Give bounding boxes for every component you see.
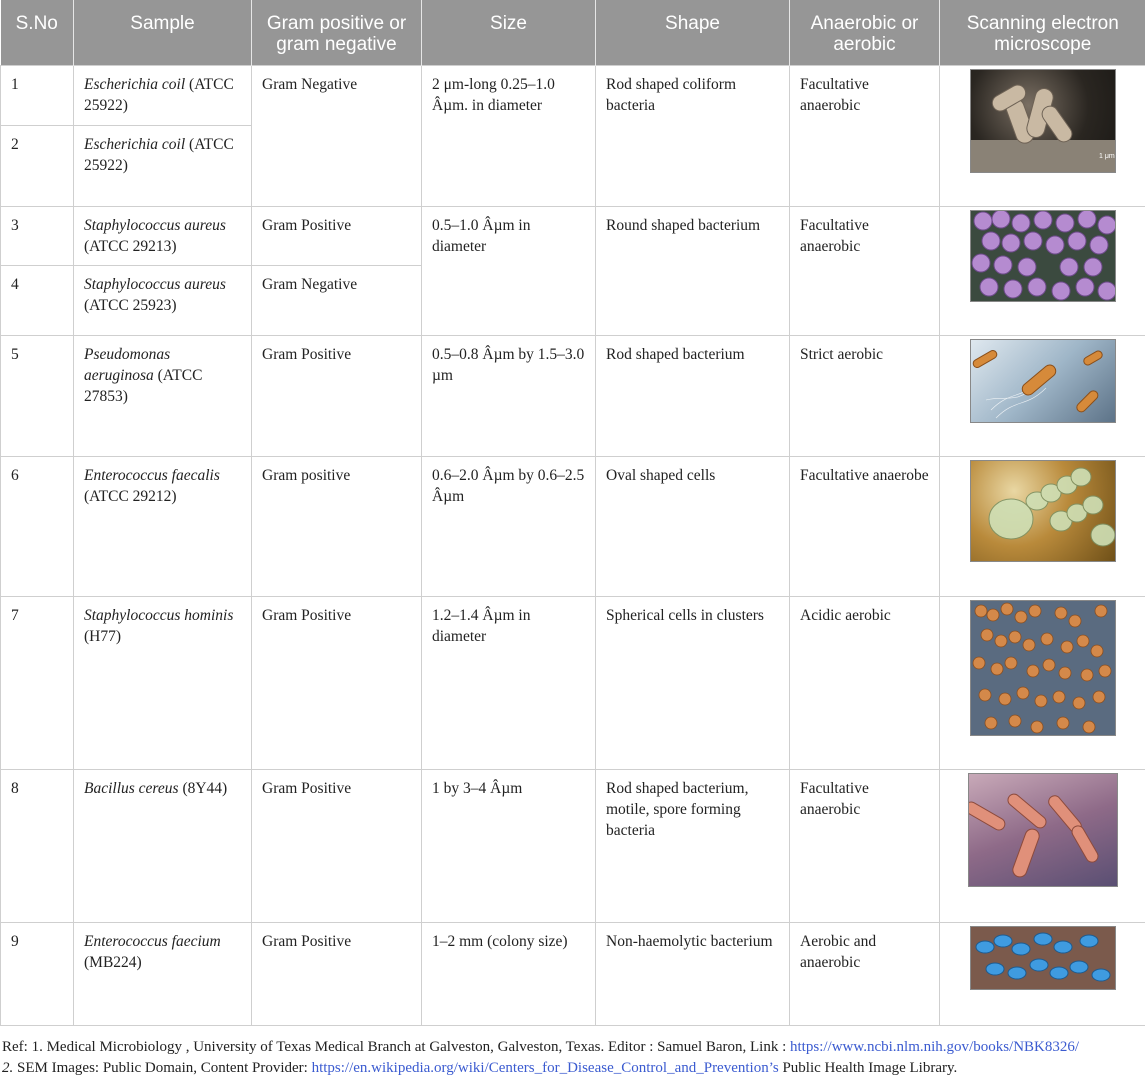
header-row	[1, 0, 1145, 66]
gram-cell: Gram Positive	[252, 770, 422, 923]
header-sample: Sample	[74, 0, 252, 66]
gram-cell: Gram Positive	[252, 207, 422, 266]
sample-species: Escherichia coil	[84, 136, 185, 153]
reference-2-suffix: Public Health Image Library.	[779, 1060, 958, 1076]
sample-species: Enterococcus faecium	[84, 933, 221, 950]
e-coli-sem-image	[970, 69, 1116, 173]
sample-strain: (H77)	[84, 628, 121, 645]
sample-species: Pseudomonas aeruginosa	[84, 346, 170, 384]
reference-2-text: SEM Images: Public Domain, Content Provider:	[13, 1060, 311, 1076]
sample-species: Escherichia coil	[84, 76, 185, 93]
enterococcus-faecium-sem-image	[970, 926, 1116, 990]
sample-cell	[74, 923, 252, 1026]
row-number: 5	[1, 336, 74, 457]
row-number: 7	[1, 597, 74, 770]
row-number: 3	[1, 207, 74, 266]
header-sno: S.No	[1, 0, 74, 66]
sample-species: Staphylococcus aureus	[84, 276, 226, 293]
sem-cell	[940, 597, 1145, 770]
size-cell: 1 by 3–4 Âµm	[422, 770, 596, 923]
header-sem: Scanning electron microscope	[940, 0, 1145, 66]
sample-strain: (MB224)	[84, 954, 142, 971]
shape-cell: Rod shaped bacterium	[596, 336, 790, 457]
shape-cell: Rod shaped coliform bacteria	[596, 66, 790, 207]
sample-cell	[74, 457, 252, 597]
sample-cell	[74, 66, 252, 126]
sem-scale-label: 1 μm	[1099, 153, 1115, 160]
gram-cell: Gram Positive	[252, 923, 422, 1026]
sem-cell	[940, 770, 1145, 923]
table-row	[1, 457, 1145, 597]
staph-aureus-sem-graphic	[971, 211, 1115, 301]
size-cell: 1.2–1.4 Âµm in diameter	[422, 597, 596, 770]
reference-1-text: Ref: 1. Medical Microbiology , University of Texas Medical Branch at Galveston, Galveston, Texas. Editor : Samuel Baron, Link :	[2, 1039, 790, 1055]
gram-cell: Gram Positive	[252, 336, 422, 457]
oxygen-cell: Strict aerobic	[790, 336, 940, 457]
row-number: 8	[1, 770, 74, 923]
row-number: 9	[1, 923, 74, 1026]
reference-1-link[interactable]: https://www.ncbi.nlm.nih.gov/books/NBK8326/	[790, 1039, 1079, 1055]
table-row	[1, 207, 1145, 266]
oxygen-cell: Facultative anaerobic	[790, 770, 940, 923]
oxygen-cell: Facultative anaerobic	[790, 207, 940, 336]
sample-species: Bacillus cereus	[84, 780, 179, 797]
size-cell: 0.6–2.0 Âµm by 0.6–2.5 Âµm	[422, 457, 596, 597]
sample-cell	[74, 207, 252, 266]
bacillus-cereus-sem-image	[968, 773, 1118, 887]
reference-2-link[interactable]: https://en.wikipedia.org/wiki/Centers_for_Disease_Control_and_Prevention’s	[312, 1060, 779, 1076]
sample-species: Staphylococcus aureus	[84, 217, 226, 234]
row-number: 2	[1, 126, 74, 207]
sample-strain: (ATCC 25922)	[84, 136, 234, 174]
size-cell: 1–2 mm (colony size)	[422, 923, 596, 1026]
reference-1	[2, 1037, 1142, 1058]
size-cell: 0.5–0.8 Âµm by 1.5–3.0 µm	[422, 336, 596, 457]
header-oxygen: Anaerobic or aerobic	[790, 0, 940, 66]
shape-cell: Round shaped bacterium	[596, 207, 790, 336]
row-number: 1	[1, 66, 74, 126]
sample-strain: (ATCC 29213)	[84, 238, 177, 255]
staph-hominis-sem-image	[970, 600, 1116, 736]
table-row	[1, 66, 1145, 126]
row-number: 6	[1, 457, 74, 597]
sem-cell	[940, 66, 1145, 207]
gram-cell: Gram Positive	[252, 597, 422, 770]
enterococcus-faecalis-sem-graphic	[971, 461, 1115, 561]
staph-aureus-sem-image	[970, 210, 1116, 302]
sample-strain: (ATCC 29212)	[84, 488, 177, 505]
oxygen-cell: Facultative anaerobic	[790, 66, 940, 207]
sample-strain: (ATCC 25922)	[84, 76, 234, 114]
shape-cell: Rod shaped bacterium, motile, spore forming bacteria	[596, 770, 790, 923]
table-row	[1, 597, 1145, 770]
gram-cell: Gram Negative	[252, 266, 422, 336]
sample-cell	[74, 126, 252, 207]
sample-cell	[74, 336, 252, 457]
header-size: Size	[422, 0, 596, 66]
table-row	[1, 770, 1145, 923]
table-row	[1, 923, 1145, 1026]
staph-hominis-sem-graphic	[971, 601, 1115, 735]
sem-cell	[940, 336, 1145, 457]
sample-species: Enterococcus faecalis	[84, 467, 220, 484]
sem-cell	[940, 207, 1145, 336]
enterococcus-faecalis-sem-image	[970, 460, 1116, 562]
size-cell: 2 μm-long 0.25–1.0 Âµm. in diameter	[422, 66, 596, 207]
table-row	[1, 336, 1145, 457]
pseudomonas-sem-image	[970, 339, 1116, 423]
sample-species: Staphylococcus hominis	[84, 607, 233, 624]
shape-cell: Oval shaped cells	[596, 457, 790, 597]
shape-cell: Spherical cells in clusters	[596, 597, 790, 770]
sample-strain: (ATCC 25923)	[84, 297, 177, 314]
sample-strain: (ATCC 27853)	[84, 367, 202, 405]
oxygen-cell: Facultative anaerobe	[790, 457, 940, 597]
gram-cell: Gram Negative	[252, 66, 422, 207]
sem-cell	[940, 457, 1145, 597]
row-number: 4	[1, 266, 74, 336]
header-shape: Shape	[596, 0, 790, 66]
e-coli-sem-graphic	[971, 70, 1115, 172]
sem-cell	[940, 923, 1145, 1026]
header-gram: Gram positive or gram negative	[252, 0, 422, 66]
oxygen-cell: Acidic aerobic	[790, 597, 940, 770]
pseudomonas-sem-graphic	[971, 340, 1115, 422]
size-cell: 0.5–1.0 Âµm in diameter	[422, 207, 596, 336]
bacillus-cereus-sem-graphic	[969, 774, 1117, 886]
oxygen-cell: Aerobic and anaerobic	[790, 923, 940, 1026]
enterococcus-faecium-sem-graphic	[971, 927, 1115, 989]
sample-strain: (8Y44)	[179, 780, 228, 797]
shape-cell: Non-haemolytic bacterium	[596, 923, 790, 1026]
gram-cell: Gram positive	[252, 457, 422, 597]
sample-cell	[74, 266, 252, 336]
sample-cell	[74, 597, 252, 770]
reference-2-number: 2.	[2, 1060, 13, 1076]
sample-cell	[74, 770, 252, 923]
references	[2, 1037, 1142, 1079]
